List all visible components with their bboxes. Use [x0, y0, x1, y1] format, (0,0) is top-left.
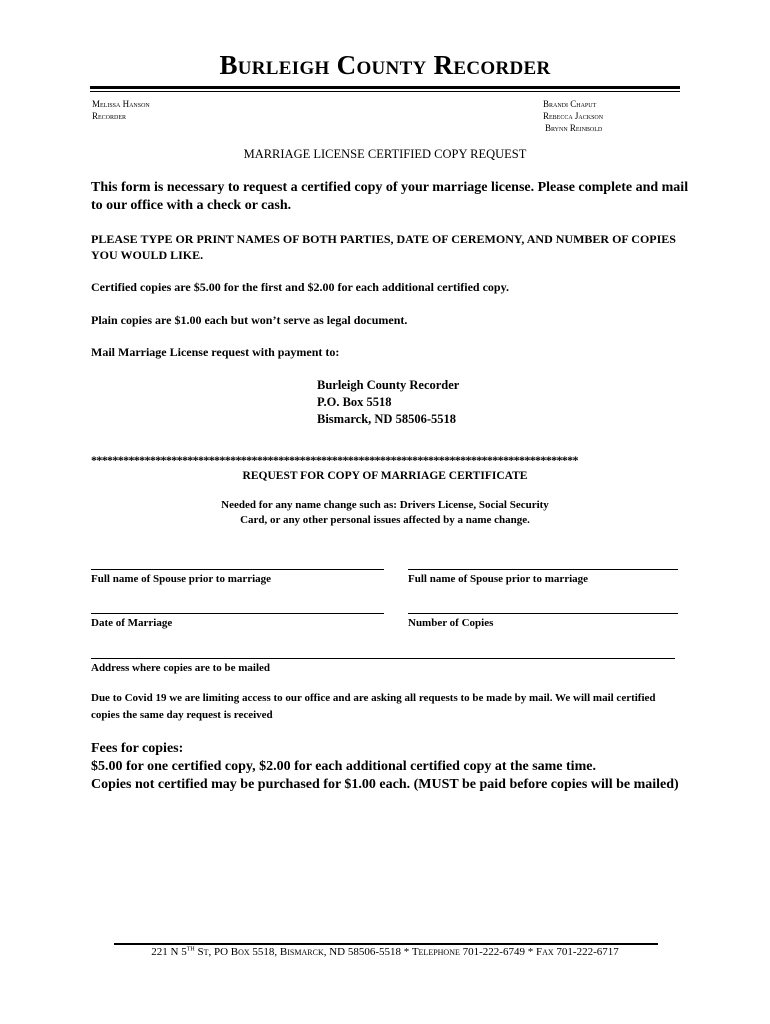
header-rule-thick — [90, 86, 680, 89]
marriage-date-input-line[interactable] — [91, 613, 384, 614]
copies-label: Number of Copies — [408, 617, 494, 629]
marriage-date-label: Date of Marriage — [91, 617, 173, 629]
address-line: P.O. Box 5518 — [317, 395, 392, 409]
note-line: Needed for any name change such as: Drivers License, Social Security — [221, 499, 549, 511]
spouse1-input-line[interactable] — [91, 569, 384, 570]
deputy-name: Rebecca Jackson — [543, 111, 604, 121]
footer-fax-number: 701-222-6717 — [553, 946, 619, 958]
footer-street-rest: St, PO Box 5518, Bismarck, ND 58506-5518 * — [194, 946, 412, 958]
page-title — [0, 50, 770, 81]
fees-section — [91, 740, 691, 794]
certified-fee-text: Certified copies are $5.00 for the first and $2.00 for each additional certified copy. — [91, 280, 509, 294]
recorder-info — [92, 98, 150, 122]
title-text: Burleigh County Recorder — [219, 50, 551, 80]
footer-rule — [114, 943, 658, 945]
fees-line: $5.00 for one certified copy, $2.00 for each additional certified copy at the same time. — [91, 759, 596, 774]
mail-label: Mail Marriage License request with payment to: — [91, 345, 340, 359]
deputy-name: Brynn Reinbold — [545, 123, 603, 133]
form-heading: MARRIAGE LICENSE CERTIFIED COPY REQUEST — [243, 147, 527, 161]
mailing-address — [317, 377, 459, 428]
mail-address-label: Address where copies are to be mailed — [91, 662, 271, 674]
header-rule-thin — [90, 91, 680, 92]
footer-tel-label: Telephone — [411, 946, 460, 958]
recorder-name: Melissa Hanson — [92, 99, 150, 109]
instructions-paragraph: PLEASE TYPE OR PRINT NAMES OF BOTH PARTIES, DATE OF CEREMONY, AND NUMBER OF COPIES YOU WOULD LIKE. — [91, 232, 676, 262]
request-heading: REQUEST FOR COPY OF MARRIAGE CERTIFICATE — [242, 470, 528, 482]
footer-tel-number: 701-222-6749 * — [459, 946, 536, 958]
spouse1-label: Full name of Spouse prior to marriage — [91, 573, 272, 585]
footer-fax-label: Fax — [535, 946, 554, 958]
footer-contact — [0, 946, 770, 958]
name-change-note — [0, 498, 770, 528]
deputy-name: Brandi Chaput — [543, 99, 597, 109]
fees-line: Copies not certified may be purchased for $1.00 each. (MUST be paid before copies will be mailed) — [91, 777, 679, 792]
plain-fee-text: Plain copies are $1.00 each but won’t serve as legal document. — [91, 313, 408, 327]
spouse2-label: Full name of Spouse prior to marriage — [408, 573, 589, 585]
mail-address-input-line[interactable] — [91, 658, 675, 659]
address-line: Bismarck, ND 58506-5518 — [317, 412, 457, 426]
fees-heading: Fees for copies: — [91, 741, 184, 756]
note-line: Card, or any other personal issues affected by a name change. — [240, 514, 530, 526]
separator-stars: ******************************************************************************************* — [91, 453, 578, 467]
covid-notice: Due to Covid 19 we are limiting access to our office and are asking all requests to be made by mail. We will mail certified copies the same day request is received — [91, 692, 656, 721]
intro-paragraph: This form is necessary to request a certified copy of your marriage license. Please complete and mail to our office with a check or cash. — [91, 180, 689, 213]
footer-street-sup: TH — [186, 946, 195, 953]
deputy-list — [543, 98, 603, 134]
recorder-title: Recorder — [92, 111, 127, 121]
spouse2-input-line[interactable] — [408, 569, 678, 570]
footer-street-num: 221 N 5 — [151, 946, 187, 958]
address-line: Burleigh County Recorder — [317, 378, 460, 392]
copies-input-line[interactable] — [408, 613, 678, 614]
